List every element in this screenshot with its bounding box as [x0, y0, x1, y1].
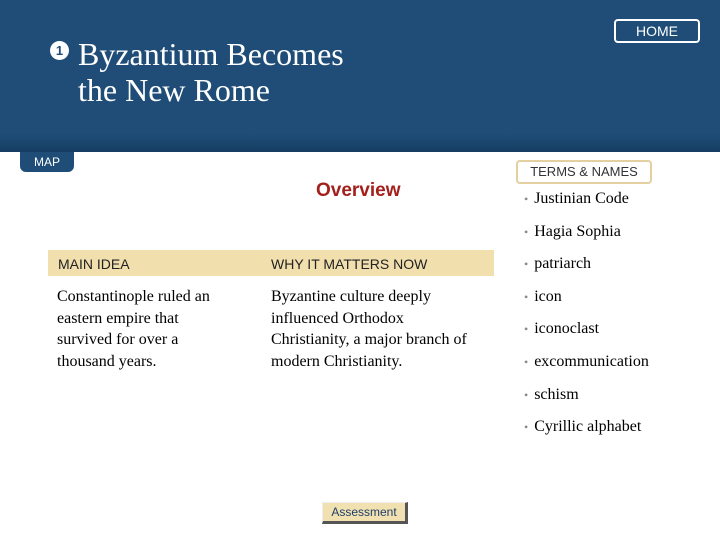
bullet-icon: •: [524, 322, 529, 337]
why-it-matters-text: Byzantine culture deeply influenced Orthodox Christianity, a major branch of modern Christianity.: [271, 288, 467, 370]
term-item: [524, 285, 649, 318]
main-idea-heading: MAIN IDEA: [58, 256, 130, 272]
title-line-1: Byzantium Becomes: [78, 36, 344, 72]
bullet-icon: •: [524, 420, 529, 435]
term-item: [524, 383, 649, 416]
term-item: [524, 317, 649, 350]
map-button[interactable]: MAP: [18, 152, 76, 174]
bullet-icon: •: [524, 224, 529, 239]
title-line-2: the New Rome: [78, 72, 270, 108]
overview-heading: Overview: [316, 180, 401, 201]
bullet-icon: •: [524, 387, 529, 402]
bullet-icon: •: [524, 192, 529, 206]
term-label: Hagia Sophia: [534, 222, 621, 240]
term-item: [524, 252, 649, 285]
term-item: [524, 220, 649, 253]
home-button[interactable]: HOME: [614, 19, 700, 43]
main-idea-text: Constantinople ruled an eastern empire that survived for over a thousand years.: [57, 288, 210, 370]
term-label: icon: [534, 287, 562, 305]
term-item: [524, 187, 649, 220]
page-title: [78, 36, 344, 108]
term-label: Justinian Code: [534, 190, 629, 207]
term-item: [524, 350, 649, 383]
bullet-icon: •: [524, 354, 529, 369]
term-item: [524, 415, 649, 448]
term-label: Cyrillic alphabet: [534, 418, 642, 436]
terms-list: [524, 187, 649, 448]
bullet-icon: •: [524, 257, 529, 272]
why-it-matters-heading: WHY IT MATTERS NOW: [271, 256, 428, 272]
header-bar: [0, 0, 720, 152]
term-label: excommunication: [534, 352, 649, 370]
section-number-badge: 1: [50, 41, 69, 60]
term-label: schism: [534, 385, 579, 403]
terms-names-heading: TERMS & NAMES: [516, 160, 652, 184]
term-label: iconoclast: [534, 320, 600, 338]
bullet-icon: •: [524, 289, 529, 304]
assessment-button[interactable]: Assessment: [322, 502, 408, 524]
term-label: patriarch: [534, 255, 592, 273]
header-shade: [0, 134, 720, 152]
